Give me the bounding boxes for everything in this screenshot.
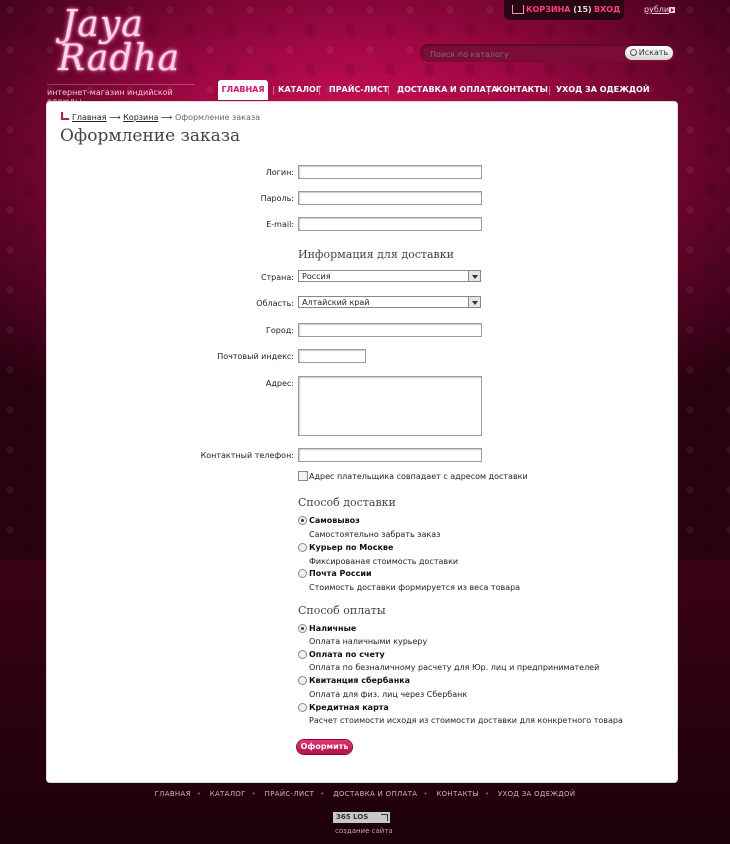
region-label: Область: bbox=[256, 299, 294, 308]
nav-item-home[interactable]: ГЛАВНАЯ bbox=[218, 80, 268, 100]
search-button[interactable] bbox=[625, 46, 673, 60]
site-tagline: интернет-магазин индийской bbox=[47, 84, 195, 106]
zip-field[interactable] bbox=[298, 349, 366, 363]
delivery-option-title: Курьер по Москве bbox=[309, 543, 394, 552]
chevron-down-icon[interactable] bbox=[468, 271, 480, 281]
password-field[interactable] bbox=[298, 191, 482, 205]
delivery-option-desc: Стоимость доставки формируется из веса товара bbox=[309, 583, 521, 592]
footer-item-clothing-care[interactable]: УХОД ЗА ОДЕЖДОЙ bbox=[497, 790, 576, 798]
region-select[interactable] bbox=[298, 296, 481, 308]
payment-method-title: Способ оплаты bbox=[298, 604, 386, 617]
top-user-bar bbox=[504, 0, 624, 20]
footer-item-contacts[interactable]: КОНТАКТЫ bbox=[436, 790, 479, 798]
payment-radio-sberbank[interactable] bbox=[298, 676, 307, 685]
chevron-down-icon[interactable] bbox=[468, 297, 480, 307]
address-label: Адрес: bbox=[265, 379, 294, 388]
home-icon bbox=[61, 112, 69, 120]
payment-option-title: Квитанция сбербанка bbox=[309, 676, 411, 685]
email-field[interactable] bbox=[298, 217, 482, 231]
payment-radio-card[interactable] bbox=[298, 703, 307, 712]
footer-nav bbox=[0, 790, 730, 798]
currency-selector[interactable]: рубли bbox=[644, 5, 670, 14]
footer-item-pricelist[interactable]: ПРАЙС-ЛИСТ bbox=[264, 790, 315, 798]
developer-credit[interactable]: создание сайта bbox=[335, 827, 393, 835]
payment-option-title: Оплата по счету bbox=[309, 650, 385, 659]
nav-separator bbox=[488, 86, 489, 95]
breadcrumb-cart[interactable]: Корзина bbox=[123, 113, 159, 122]
footer-separator: • bbox=[196, 790, 202, 798]
nav-item-catalog[interactable]: КАТАЛОГ bbox=[278, 85, 321, 94]
page-title: Оформление заказа bbox=[60, 126, 241, 146]
payment-option-title: Кредитная карта bbox=[309, 703, 389, 712]
delivery-option-desc: Самостоятельно забрать заказ bbox=[309, 530, 441, 539]
payment-option-desc: Расчет стоимости исходя из стоимости доставки для конкретного товара bbox=[309, 716, 623, 725]
footer-item-delivery[interactable]: ДОСТАВКА И ОПЛАТА bbox=[333, 790, 418, 798]
city-field[interactable] bbox=[298, 323, 482, 337]
content-panel bbox=[46, 101, 678, 783]
login-label: Логин: bbox=[265, 168, 294, 177]
breadcrumb bbox=[61, 112, 260, 122]
country-select[interactable] bbox=[298, 270, 481, 282]
password-label: Пароль: bbox=[260, 194, 294, 203]
payment-radio-cash[interactable] bbox=[298, 624, 307, 633]
logo-line1: Jaya bbox=[62, 4, 144, 45]
payment-option-desc: Оплата по безналичному расчету для Юр. лиц и предпринимателей bbox=[309, 663, 600, 672]
payment-option-title: Наличные bbox=[309, 624, 357, 633]
footer-separator: • bbox=[320, 790, 325, 798]
delivery-radio-post[interactable] bbox=[298, 569, 307, 578]
footer-separator: • bbox=[484, 790, 490, 798]
cart-icon[interactable] bbox=[512, 5, 524, 14]
search-button-label: Искать bbox=[638, 48, 669, 57]
delivery-radio-courier[interactable] bbox=[298, 543, 307, 552]
region-value: Алтайский край bbox=[302, 298, 370, 307]
delivery-option-desc: Фиксированая стоимость доставки bbox=[309, 557, 459, 566]
arrow-icon bbox=[381, 814, 388, 821]
delivery-method-title: Способ доставки bbox=[298, 496, 396, 509]
nav-item-clothing-care[interactable]: УХОД ЗА ОДЕЖДОЙ bbox=[556, 85, 650, 94]
cart-label: КОРЗИНА bbox=[526, 5, 571, 14]
email-label: E-mail: bbox=[266, 220, 294, 229]
currency-arrow-icon[interactable] bbox=[669, 7, 675, 13]
address-textarea[interactable] bbox=[298, 376, 482, 436]
breadcrumb-current: Оформление заказа bbox=[174, 113, 261, 122]
logo-line2: Radha bbox=[58, 38, 181, 79]
nav-separator bbox=[273, 86, 274, 95]
country-value: Россия bbox=[302, 272, 331, 281]
breadcrumb-home[interactable]: Главная bbox=[72, 113, 107, 122]
developer-logo[interactable] bbox=[333, 812, 390, 823]
phone-label: Контактный телефон: bbox=[200, 451, 294, 460]
search-bar bbox=[420, 44, 676, 62]
nav-item-pricelist[interactable]: ПРАЙС-ЛИСТ bbox=[329, 85, 389, 94]
payment-radio-invoice[interactable] bbox=[298, 650, 307, 659]
delivery-radio-pickup[interactable] bbox=[298, 516, 307, 525]
nav-separator bbox=[388, 86, 389, 95]
same-address-label: Адрес плательщика совпадает с адресом доставки bbox=[309, 472, 528, 481]
payment-option-desc: Оплата для физ. лиц через Сбербанк bbox=[309, 690, 468, 699]
country-label: Страна: bbox=[260, 273, 294, 282]
delivery-info-title: Информация для доставки bbox=[298, 248, 454, 261]
footer-item-home[interactable]: ГЛАВНАЯ bbox=[154, 790, 191, 798]
delivery-option-title: Самовывоз bbox=[309, 516, 360, 525]
delivery-option-title: Почта России bbox=[309, 569, 372, 578]
phone-field[interactable] bbox=[298, 448, 482, 462]
search-input[interactable] bbox=[428, 47, 622, 61]
breadcrumb-separator: ⟶ bbox=[160, 113, 173, 122]
site-logo[interactable] bbox=[58, 4, 188, 82]
nav-item-delivery[interactable]: ДОСТАВКА И ОПЛАТА bbox=[397, 85, 498, 94]
login-link[interactable]: ВХОД bbox=[594, 5, 621, 14]
developer-logo-text: 365 LOS bbox=[336, 813, 369, 821]
same-address-checkbox[interactable] bbox=[298, 471, 308, 481]
cart-link[interactable] bbox=[526, 5, 592, 14]
breadcrumb-separator: ⟶ bbox=[109, 113, 121, 122]
zip-label: Почтовый индекс: bbox=[217, 352, 294, 361]
footer-separator: • bbox=[251, 790, 257, 798]
nav-separator bbox=[549, 86, 550, 95]
cart-count: (15) bbox=[573, 5, 592, 14]
footer-separator: • bbox=[423, 790, 428, 798]
footer-item-catalog[interactable]: КАТАЛОГ bbox=[209, 790, 246, 798]
search-icon bbox=[630, 49, 637, 56]
city-label: Город: bbox=[266, 326, 294, 335]
payment-option-desc: Оплата наличными курьеру bbox=[309, 637, 428, 646]
nav-item-contacts[interactable]: КОНТАКТЫ bbox=[496, 85, 548, 94]
login-field[interactable] bbox=[298, 165, 482, 179]
submit-order-button[interactable]: Оформить bbox=[297, 740, 352, 754]
nav-separator bbox=[319, 86, 320, 95]
